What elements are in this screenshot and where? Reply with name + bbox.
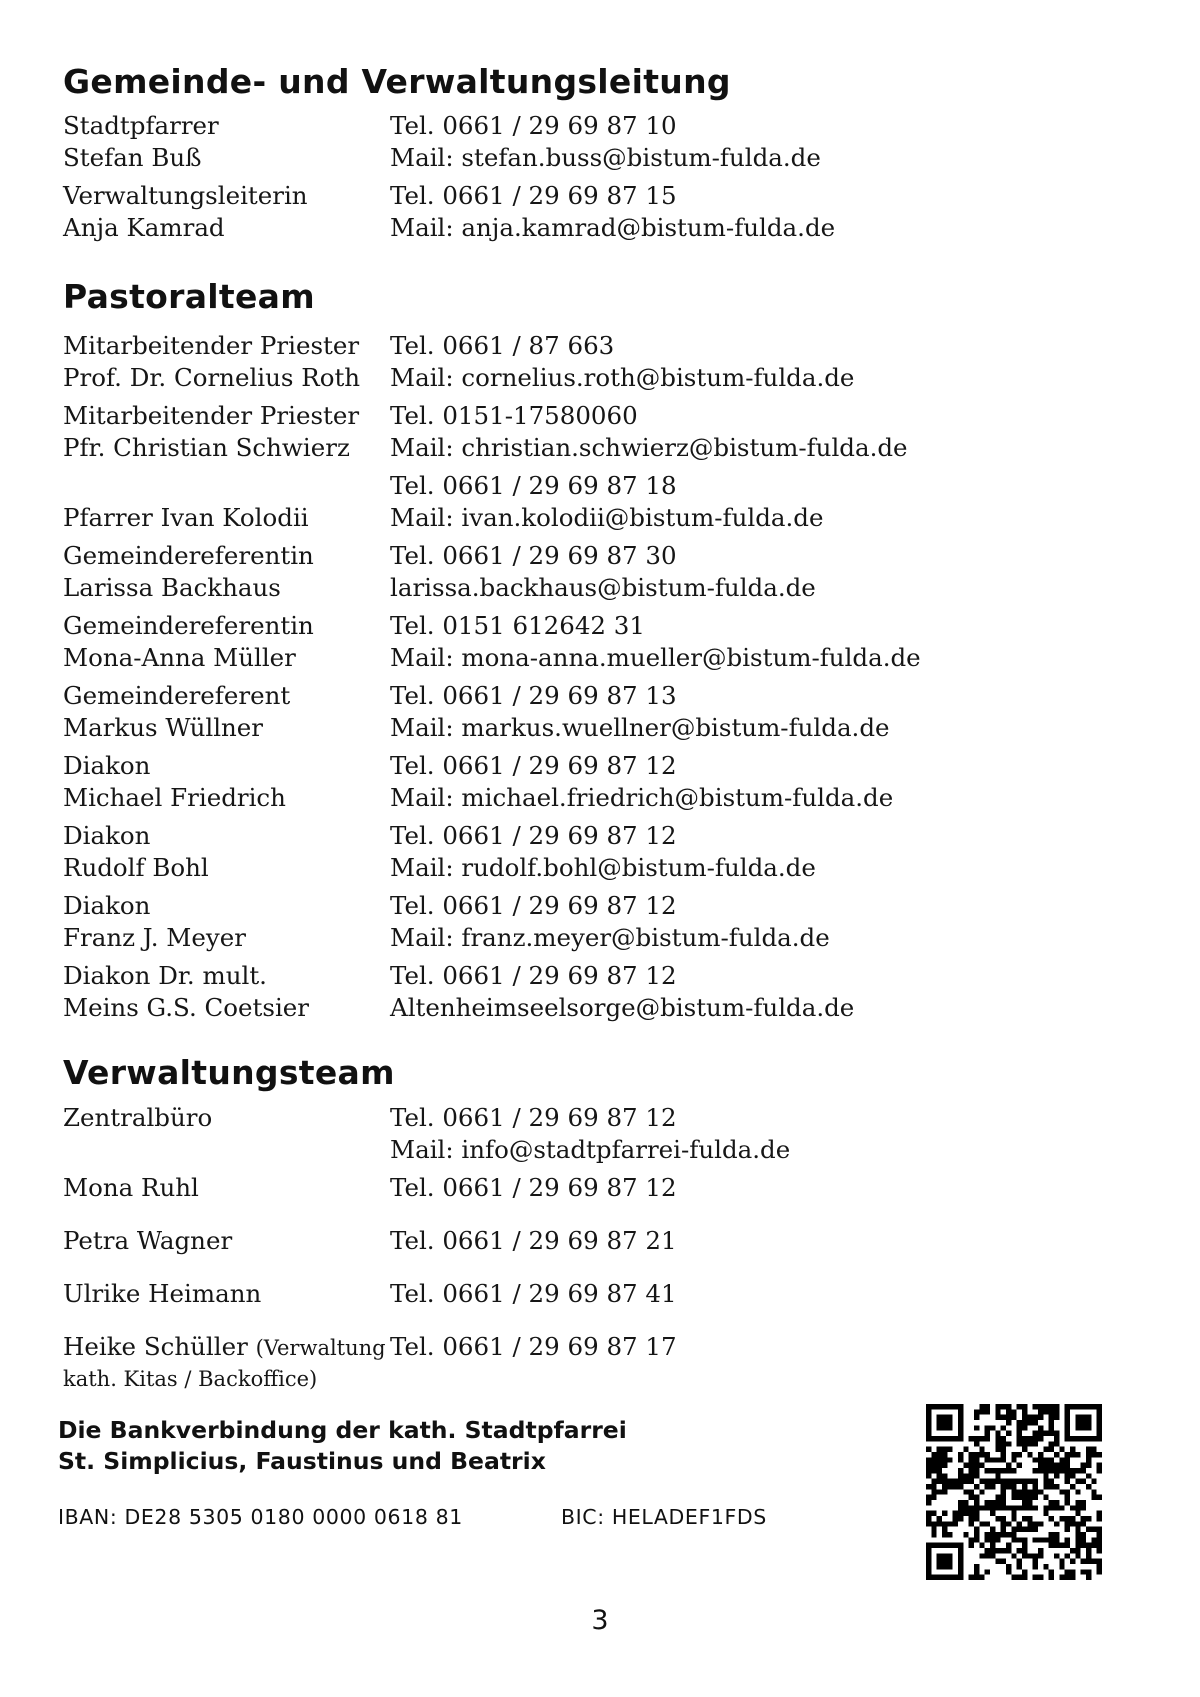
role-label: Diakon xyxy=(63,821,151,850)
person-name: Petra Wagner xyxy=(63,1226,233,1255)
email-address: Mail: michael.friedrich@bistum-fulda.de xyxy=(390,783,894,812)
role-label: Gemeindereferentin xyxy=(63,541,314,570)
person-name: Michael Friedrich xyxy=(63,783,286,812)
phone-number: Tel. 0661 / 29 69 87 18 xyxy=(390,471,677,500)
person-name: Pfr. Christian Schwierz xyxy=(63,433,350,462)
bank-title-line2: St. Simplicius, Faustinus und Beatrix xyxy=(58,1447,546,1475)
role-label: Diakon Dr. mult. xyxy=(63,961,267,990)
person-name: Mona Ruhl xyxy=(63,1173,199,1202)
phone-number: Tel. 0661 / 87 663 xyxy=(390,331,615,360)
email-address: larissa.backhaus@bistum-fulda.de xyxy=(390,573,816,602)
person-name: Franz J. Meyer xyxy=(63,923,246,952)
phone-number: Tel. 0661 / 29 69 87 12 xyxy=(390,891,677,920)
email-address: Mail: info@stadtpfarrei-fulda.de xyxy=(390,1135,791,1164)
role-label: Stadtpfarrer xyxy=(63,111,219,140)
email-address: Mail: ivan.kolodii@bistum-fulda.de xyxy=(390,503,824,532)
phone-number: Tel. 0661 / 29 69 87 41 xyxy=(390,1279,677,1308)
email-address: Mail: anja.kamrad@bistum-fulda.de xyxy=(390,213,836,242)
page-number: 3 xyxy=(591,1605,609,1636)
person-name: Rudolf Bohl xyxy=(63,853,209,882)
person-name: Stefan Buß xyxy=(63,143,202,172)
qr-code-icon[interactable] xyxy=(926,1404,1102,1580)
section-heading-pastoral: Pastoralteam xyxy=(63,277,315,316)
role-label: Diakon xyxy=(63,751,151,780)
person-name: Prof. Dr. Cornelius Roth xyxy=(63,363,361,392)
person-name: Zentralbüro xyxy=(63,1103,213,1132)
phone-number: Tel. 0661 / 29 69 87 21 xyxy=(390,1226,677,1255)
role-note: kath. Kitas / Backoffice) xyxy=(63,1367,318,1391)
email-address: Mail: cornelius.roth@bistum-fulda.de xyxy=(390,363,855,392)
phone-number: Tel. 0661 / 29 69 87 13 xyxy=(390,681,677,710)
bank-title-line1: Die Bankverbindung der kath. Stadtpfarrei xyxy=(58,1416,627,1444)
phone-number: Tel. 0151 612642 31 xyxy=(390,611,645,640)
role-label: Mitarbeitender Priester xyxy=(63,401,360,430)
role-note: (Verwaltung xyxy=(255,1336,386,1360)
role-label: Gemeindereferentin xyxy=(63,611,314,640)
role-label: Diakon xyxy=(63,891,151,920)
role-label: Gemeindereferent xyxy=(63,681,291,710)
phone-number: Tel. 0661 / 29 69 87 12 xyxy=(390,751,677,780)
person-name: Pfarrer Ivan Kolodii xyxy=(63,503,309,532)
role-label: Mitarbeitender Priester xyxy=(63,331,360,360)
phone-number: Tel. 0151-17580060 xyxy=(390,401,638,430)
person-name: Heike Schüller xyxy=(63,1332,248,1361)
phone-number: Tel. 0661 / 29 69 87 12 xyxy=(390,1173,677,1202)
section-heading-verwaltung: Verwaltungsteam xyxy=(63,1053,395,1092)
section-heading-leitung: Gemeinde- und Verwaltungsleitung xyxy=(63,62,731,101)
person-name: Larissa Backhaus xyxy=(63,573,281,602)
email-address: Mail: franz.meyer@bistum-fulda.de xyxy=(390,923,830,952)
email-address: Mail: mona-anna.mueller@bistum-fulda.de xyxy=(390,643,921,672)
email-address: Mail: rudolf.bohl@bistum-fulda.de xyxy=(390,853,816,882)
email-address: Mail: christian.schwierz@bistum-fulda.de xyxy=(390,433,908,462)
email-address: Mail: markus.wuellner@bistum-fulda.de xyxy=(390,713,890,742)
bic: BIC: HELADEF1FDS xyxy=(561,1505,767,1529)
email-address: Altenheimseelsorge@bistum-fulda.de xyxy=(390,993,855,1022)
phone-number: Tel. 0661 / 29 69 87 12 xyxy=(390,1103,677,1132)
phone-number: Tel. 0661 / 29 69 87 15 xyxy=(390,181,677,210)
person-name-with-note xyxy=(63,1331,386,1364)
phone-number: Tel. 0661 / 29 69 87 10 xyxy=(390,111,677,140)
phone-number: Tel. 0661 / 29 69 87 17 xyxy=(390,1332,677,1361)
person-name: Anja Kamrad xyxy=(63,213,225,242)
person-name: Markus Wüllner xyxy=(63,713,264,742)
iban: IBAN: DE28 5305 0180 0000 0618 81 xyxy=(58,1505,463,1529)
person-name: Ulrike Heimann xyxy=(63,1279,262,1308)
email-address: Mail: stefan.buss@bistum-fulda.de xyxy=(390,143,821,172)
person-name: Mona-Anna Müller xyxy=(63,643,296,672)
phone-number: Tel. 0661 / 29 69 87 12 xyxy=(390,821,677,850)
phone-number: Tel. 0661 / 29 69 87 30 xyxy=(390,541,677,570)
person-name: Meins G.S. Coetsier xyxy=(63,993,309,1022)
role-label: Verwaltungsleiterin xyxy=(63,181,308,210)
phone-number: Tel. 0661 / 29 69 87 12 xyxy=(390,961,677,990)
